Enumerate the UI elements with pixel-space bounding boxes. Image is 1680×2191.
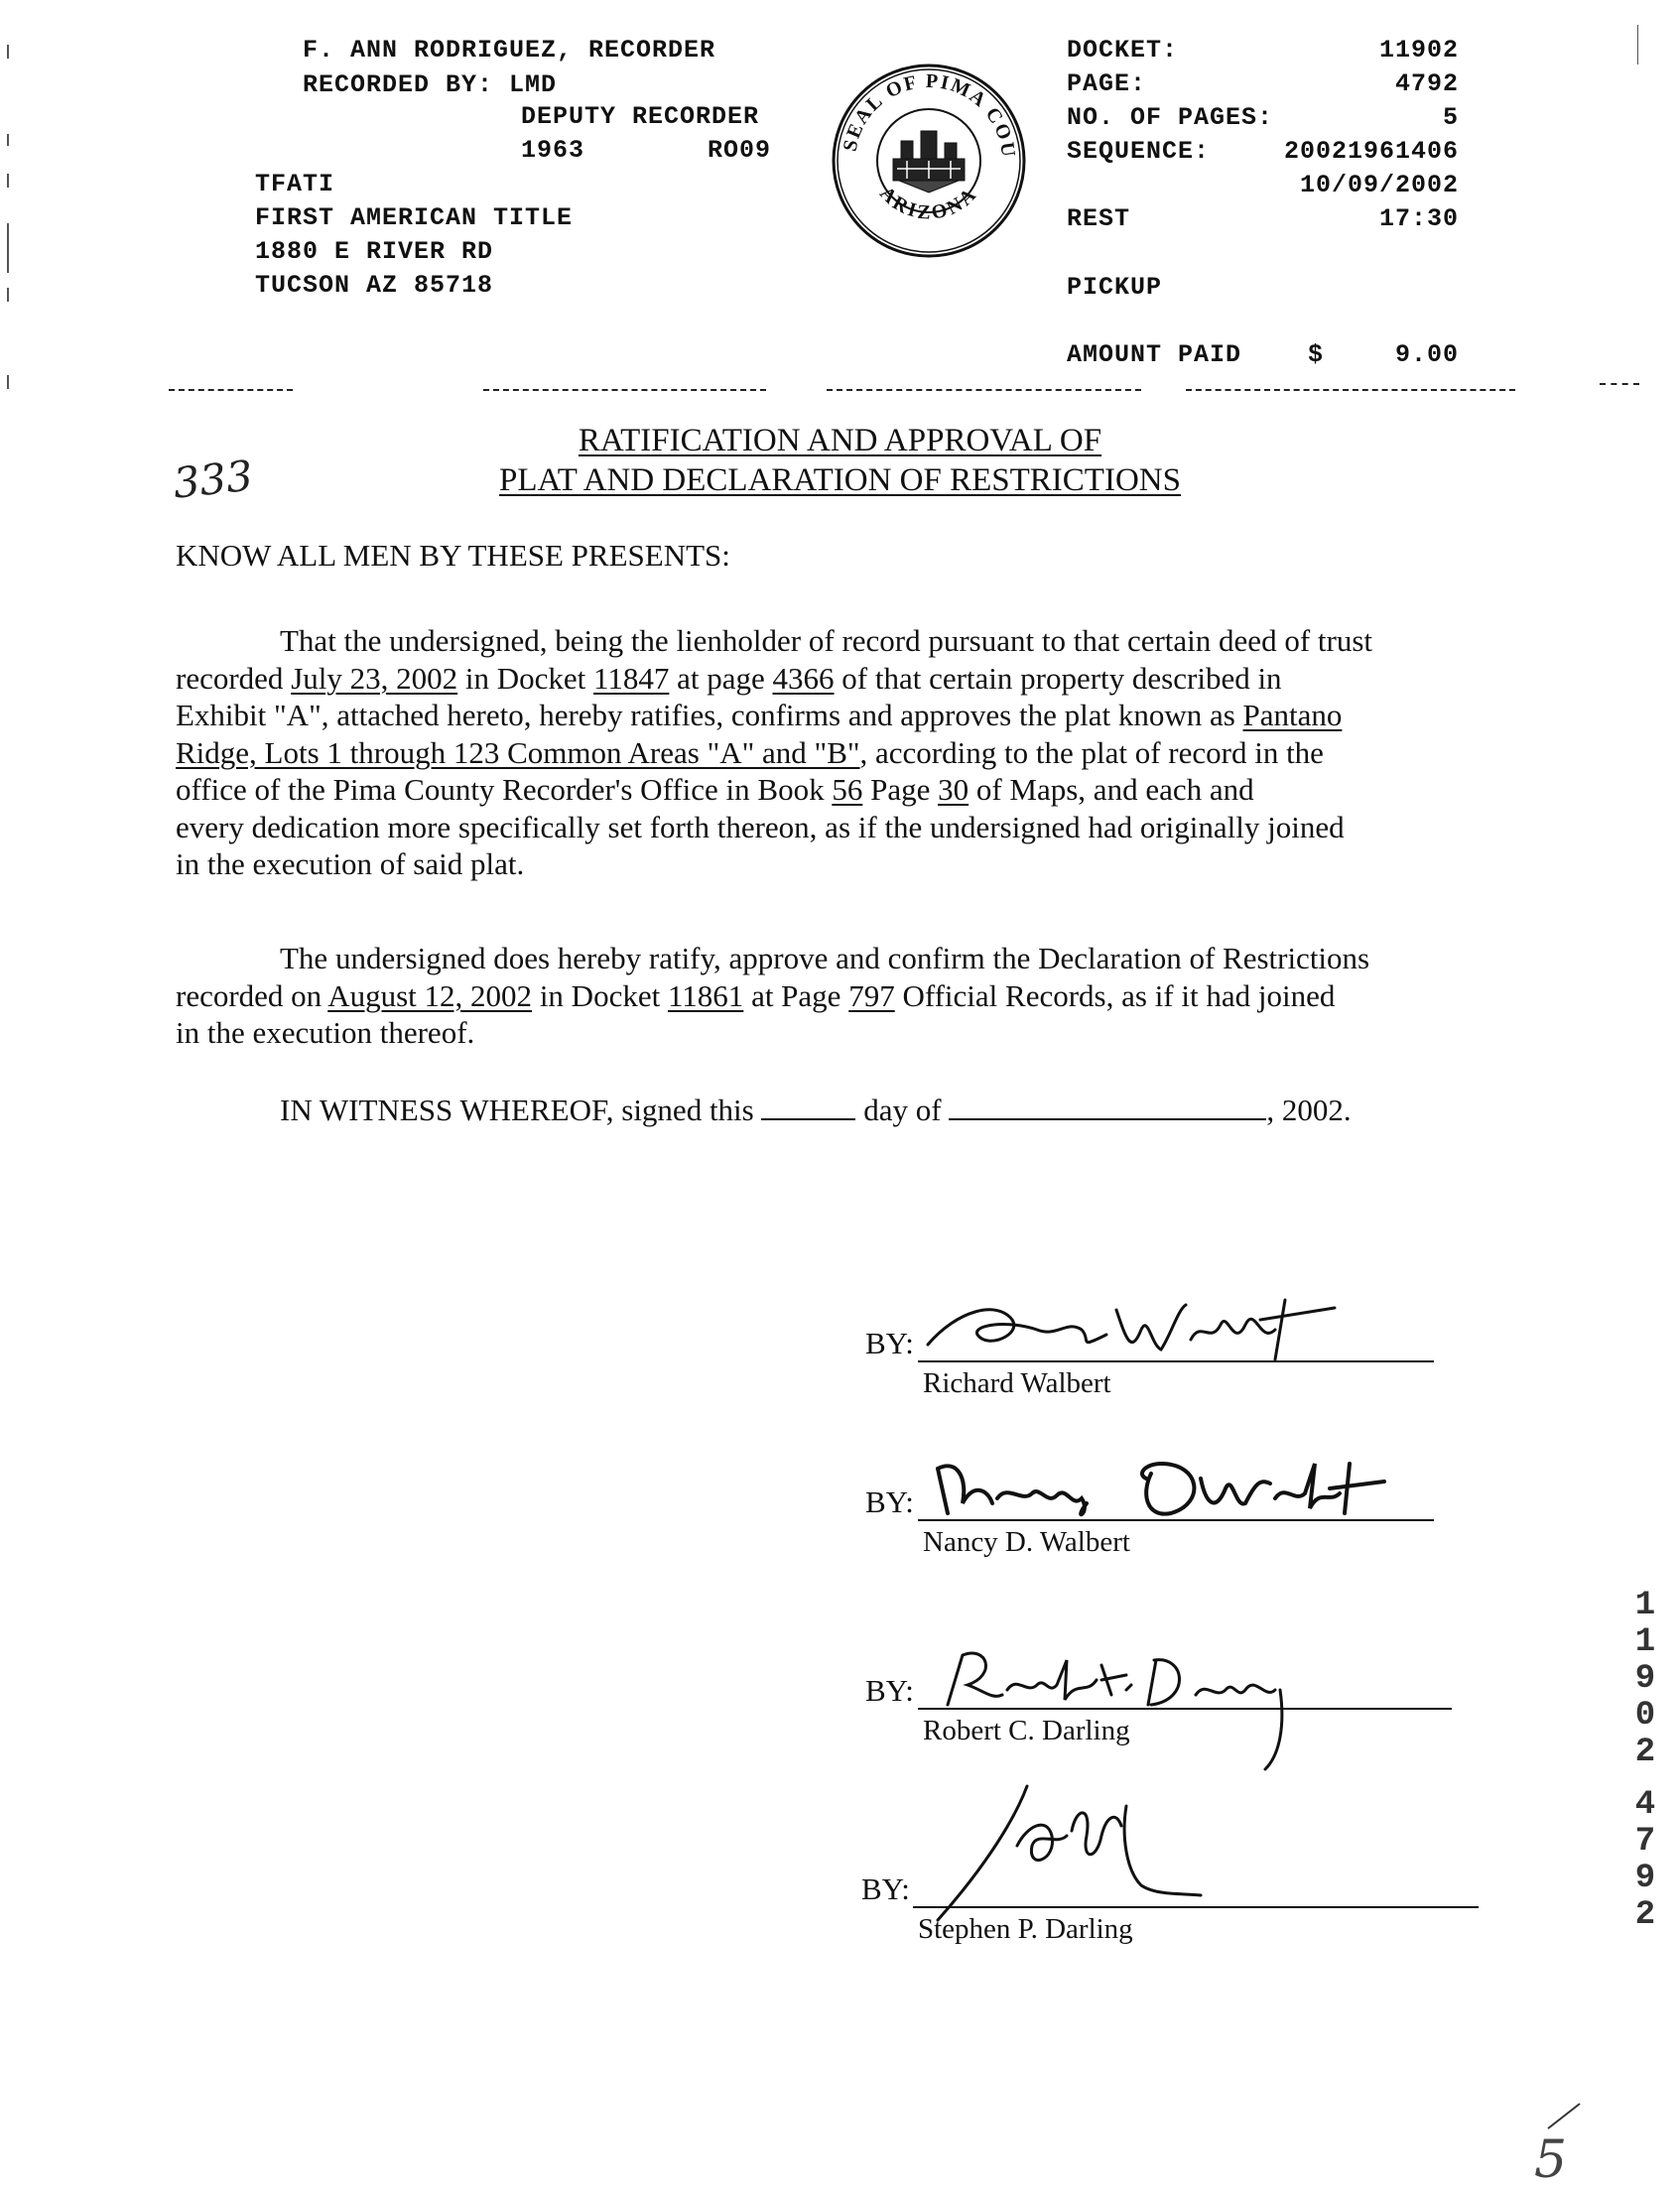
title-text-1: RATIFICATION AND APPROVAL OF — [578, 423, 1102, 458]
p1-line-a: That the undersigned, being the lienholder of record pursuant to that certain deed of trust — [280, 623, 1372, 658]
recorded-by: RECORDED BY: LMD — [303, 70, 558, 99]
p2-line-c: in the execution thereof. — [176, 1015, 475, 1050]
paragraph-1 — [176, 622, 1505, 883]
amount-value: 9.00 — [1394, 340, 1459, 369]
signature-stephen-darling — [918, 1776, 1275, 1925]
handwritten-page-mark — [1518, 2094, 1598, 2183]
pages-value: 5 — [1442, 103, 1459, 132]
plat-name-rest: Ridge, Lots 1 through 123 Common Areas "A" and "B" — [176, 734, 860, 770]
sequence-value: 20021961406 — [1283, 137, 1459, 166]
header-rule-2 — [483, 389, 766, 391]
scan-tick — [7, 134, 9, 146]
declaration-date: August 12, 2002 — [327, 977, 533, 1013]
pages-label: NO. OF PAGES: — [1067, 103, 1274, 132]
p1-line-c: Exhibit "A", attached hereto, hereby ratifies, confirms and approves the plat known as Pantano — [176, 698, 1343, 732]
margin-digit: 4 — [1634, 1786, 1656, 1824]
p1-line-f: every dedication more specifically set forth thereon, as if the undersigned had originally joined — [176, 809, 1345, 844]
p2-line-b: recorded on August 12, 2002 in Docket 11861 at Page 797 Official Records, as if it had joined — [176, 977, 1336, 1013]
recorder-code-2: RO09 — [708, 136, 772, 165]
scan-tick — [7, 288, 9, 302]
signer-name: Robert C. Darling — [923, 1715, 1130, 1746]
witness-month-blank — [949, 1117, 1266, 1120]
plat-book: 56 — [832, 772, 863, 807]
page-label: PAGE: — [1067, 69, 1147, 98]
county-seal — [830, 62, 1028, 260]
signer-name: Stephen P. Darling — [918, 1913, 1133, 1945]
header-rule-5 — [1600, 383, 1639, 385]
page-mark-text: 5 — [1534, 2130, 1568, 2183]
header-rule-1 — [169, 389, 293, 391]
signature-nancy-walbert — [923, 1444, 1419, 1533]
seal-graphic — [830, 62, 1028, 260]
seal-top-text: SEAL OF PIMA COU — [839, 69, 1020, 161]
return-line-2: FIRST AMERICAN TITLE — [255, 203, 574, 232]
margin-digit: 1 — [1634, 1587, 1656, 1624]
scan-tick — [7, 223, 9, 273]
record-time: 17:30 — [1378, 204, 1459, 233]
paragraph-2 — [176, 940, 1505, 1052]
witness-day-blank — [761, 1117, 855, 1120]
scan-tick — [7, 45, 9, 59]
margin-digit: 2 — [1634, 1896, 1656, 1934]
header-rule-3 — [827, 389, 1141, 391]
docket-label: DOCKET: — [1067, 36, 1179, 64]
return-line-3: 1880 E RIVER RD — [255, 237, 494, 266]
signer-name: Nancy D. Walbert — [923, 1526, 1130, 1558]
title-text-2: PLAT AND DECLARATION OF RESTRICTIONS — [499, 462, 1181, 498]
p1-line-g: in the execution of said plat. — [176, 846, 525, 881]
sequence-label: SEQUENCE: — [1067, 137, 1211, 166]
signature-by-label: BY: — [865, 1673, 914, 1708]
rest-label: REST — [1067, 204, 1131, 233]
margin-docket-page-stamp — [1625, 1587, 1665, 1934]
p1-line-b: recorded July 23, 2002 in Docket 11847 at page 4366 of that certain property described in — [176, 660, 1282, 696]
deputy-recorder: DEPUTY RECORDER — [521, 102, 760, 131]
recorder-name: F. ANN RODRIGUEZ, RECORDER — [303, 36, 716, 64]
scan-tick — [7, 174, 9, 188]
docket-value: 11902 — [1378, 36, 1459, 64]
deed-docket: 11847 — [593, 660, 670, 696]
declaration-docket: 11861 — [667, 977, 744, 1013]
margin-digit: 0 — [1634, 1697, 1656, 1735]
opening-line: KNOW ALL MEN BY THESE PRESENTS: — [176, 538, 730, 573]
amount-paid-label: AMOUNT PAID — [1067, 340, 1242, 369]
recorder-code-1: 1963 — [521, 136, 585, 165]
return-line-1: TFATI — [255, 170, 335, 198]
p2-line-a: The undersigned does hereby ratify, approve and confirm the Declaration of Restrictions — [280, 941, 1370, 975]
document-title-line-1 — [0, 423, 1680, 459]
margin-digit: 1 — [1634, 1623, 1656, 1661]
header-rule-4 — [1186, 389, 1515, 391]
plat-name-start: Pantano — [1242, 698, 1343, 732]
scan-tick — [7, 375, 9, 389]
witness-line: IN WITNESS WHEREOF, signed this day of , 2002. — [280, 1093, 1352, 1127]
seal-bottom-text: ARIZONA — [875, 182, 982, 224]
signature-by-label: BY: — [865, 1326, 914, 1360]
signature-robert-darling — [928, 1635, 1325, 1784]
plat-page: 30 — [938, 772, 969, 807]
signature-richard-walbert — [918, 1290, 1374, 1369]
p1-line-e: office of the Pima County Recorder's Office in Book 56 Page 30 of Maps, and each and — [176, 772, 1254, 807]
deed-page: 4366 — [772, 660, 835, 696]
signature-by-label: BY: — [861, 1871, 910, 1906]
margin-digit: 9 — [1634, 1860, 1656, 1897]
document-title-line-2 — [0, 462, 1680, 499]
margin-digit: 7 — [1634, 1823, 1656, 1861]
deed-date: July 23, 2002 — [291, 660, 458, 696]
pickup-label: PICKUP — [1067, 273, 1163, 302]
signer-name: Richard Walbert — [923, 1367, 1111, 1399]
margin-digit: 2 — [1634, 1734, 1656, 1771]
record-date: 10/09/2002 — [1299, 171, 1459, 199]
p1-line-d: Ridge, Lots 1 through 123 Common Areas "A" and "B", according to the plat of record in the — [176, 734, 1324, 770]
amount-currency: $ — [1308, 340, 1325, 369]
page-value: 4792 — [1394, 69, 1459, 98]
handwritten-number-text: 333 — [171, 451, 255, 504]
signature-by-label: BY: — [865, 1484, 914, 1519]
margin-digit: 9 — [1634, 1660, 1656, 1698]
scan-tick — [1637, 25, 1638, 64]
return-line-4: TUCSON AZ 85718 — [255, 271, 494, 300]
declaration-page: 797 — [848, 977, 895, 1013]
